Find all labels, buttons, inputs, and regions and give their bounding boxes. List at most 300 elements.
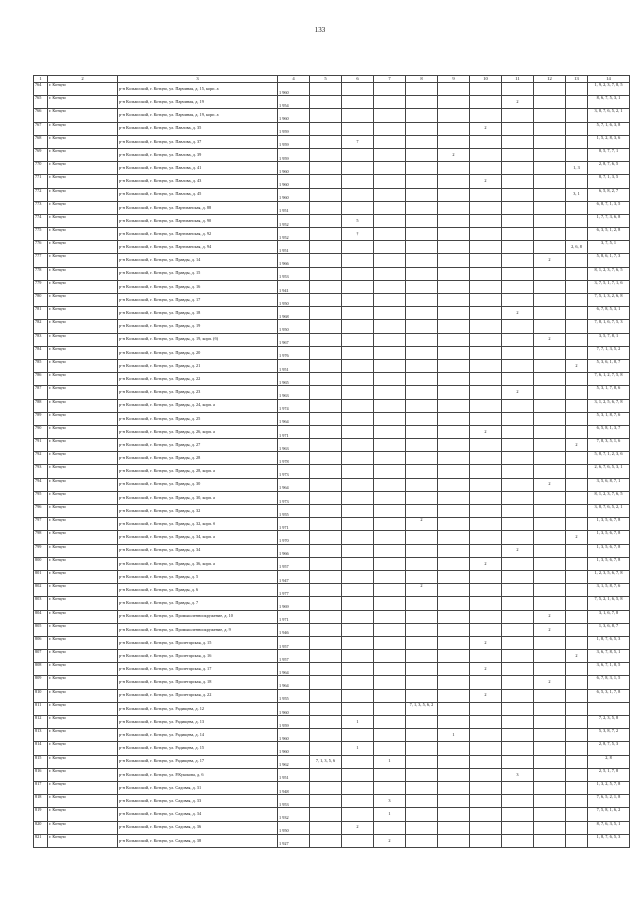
- row-number: 801: [34, 570, 48, 583]
- row-number: 792: [34, 452, 48, 465]
- table-row: [34, 623, 630, 636]
- column-11-cell: [502, 610, 534, 623]
- column-11-cell: [502, 162, 534, 175]
- column-5-cell: [310, 241, 342, 254]
- column-11-cell: 3: [502, 768, 534, 781]
- column-9-cell: [438, 716, 470, 729]
- locality-cell: г. Котцно: [48, 755, 118, 768]
- locality-cell: г. Котцно: [48, 228, 118, 241]
- column-6-cell: [342, 755, 374, 768]
- column-8-cell: [406, 465, 438, 478]
- column-13-cell: [566, 663, 588, 676]
- column-12-cell: [534, 162, 566, 175]
- table-row: [34, 663, 630, 676]
- column-header: 14: [588, 76, 630, 83]
- row-number: 794: [34, 478, 48, 491]
- column-8-cell: [406, 228, 438, 241]
- column-11-cell: [502, 214, 534, 227]
- column-5-cell: [310, 544, 342, 557]
- column-7-cell: [374, 148, 406, 161]
- column-14-cell: 7, 2, 3, 5, 8: [588, 716, 630, 729]
- column-6-cell: [342, 241, 374, 254]
- row-number: 768: [34, 135, 48, 148]
- column-13-cell: [566, 834, 588, 847]
- locality-cell: г. Котцно: [48, 175, 118, 188]
- column-8-cell: [406, 544, 438, 557]
- column-10-cell: [470, 135, 502, 148]
- column-10-cell: [470, 96, 502, 109]
- year-cell: 1 950: [278, 294, 310, 307]
- column-13-cell: [566, 386, 588, 399]
- column-10-cell: [470, 610, 502, 623]
- locality-cell: г. Котцно: [48, 597, 118, 610]
- column-14-cell: 1, 9, 2, 3, 7, 8, 5: [588, 83, 630, 96]
- column-6-cell: [342, 663, 374, 676]
- column-11-cell: 2: [502, 307, 534, 320]
- column-9-cell: [438, 135, 470, 148]
- table-row: [34, 518, 630, 531]
- column-9-cell: [438, 412, 470, 425]
- column-10-cell: [470, 755, 502, 768]
- address-cell: р-н Кольмсский, г. Котцно, ул. Правды, д. 18: [118, 307, 278, 320]
- column-7-cell: [374, 491, 406, 504]
- row-number: 784: [34, 346, 48, 359]
- column-11-cell: [502, 359, 534, 372]
- table-row: [34, 254, 630, 267]
- locality-cell: г. Котцно: [48, 768, 118, 781]
- column-9-cell: [438, 768, 470, 781]
- column-13-cell: [566, 742, 588, 755]
- column-7-cell: [374, 254, 406, 267]
- year-cell: 1 959: [278, 122, 310, 135]
- column-8-cell: [406, 597, 438, 610]
- table-row: [34, 425, 630, 438]
- column-13-cell: [566, 175, 588, 188]
- locality-cell: г. Котцно: [48, 795, 118, 808]
- column-9-cell: [438, 439, 470, 452]
- column-14-cell: 6, 3, 5, 1, 2, 8: [588, 228, 630, 241]
- column-5-cell: [310, 689, 342, 702]
- column-7-cell: [374, 716, 406, 729]
- column-10-cell: [470, 386, 502, 399]
- row-number: 766: [34, 109, 48, 122]
- address-cell: р-н Кольмсский, г. Котцно, ул. Правды, д. 19, корп. (б): [118, 333, 278, 346]
- column-14-cell: 2, 6, 7, 6, 5, 3, 1: [588, 465, 630, 478]
- column-11-cell: [502, 491, 534, 504]
- column-9-cell: [438, 162, 470, 175]
- column-8-cell: [406, 570, 438, 583]
- column-10-cell: 2: [470, 557, 502, 570]
- column-12-cell: [534, 491, 566, 504]
- column-header: 2: [48, 76, 118, 83]
- column-header: 9: [438, 76, 470, 83]
- column-13-cell: [566, 570, 588, 583]
- table-row: [34, 834, 630, 847]
- column-14-cell: 6, 5, 8, 1, 3, 7: [588, 425, 630, 438]
- column-8-cell: [406, 386, 438, 399]
- column-13-cell: [566, 307, 588, 320]
- column-12-cell: [534, 346, 566, 359]
- locality-cell: г. Котцно: [48, 307, 118, 320]
- locality-cell: г. Котцно: [48, 702, 118, 715]
- column-12-cell: [534, 214, 566, 227]
- column-6-cell: [342, 584, 374, 597]
- column-5-cell: [310, 531, 342, 544]
- column-6-cell: [342, 610, 374, 623]
- column-11-cell: [502, 439, 534, 452]
- year-cell: 1 970: [278, 531, 310, 544]
- table-row: [34, 676, 630, 689]
- column-14-cell: 6, 7, 8, 3, 1, 5: [588, 676, 630, 689]
- column-12-cell: [534, 241, 566, 254]
- column-10-cell: [470, 241, 502, 254]
- column-8-cell: [406, 716, 438, 729]
- column-12-cell: [534, 821, 566, 834]
- column-7-cell: [374, 294, 406, 307]
- column-12-cell: [534, 768, 566, 781]
- column-10-cell: 2: [470, 636, 502, 649]
- column-9-cell: [438, 294, 470, 307]
- column-9-cell: [438, 623, 470, 636]
- row-number: 797: [34, 518, 48, 531]
- column-11-cell: [502, 821, 534, 834]
- row-number: 806: [34, 636, 48, 649]
- table-row: [34, 399, 630, 412]
- column-10-cell: 2: [470, 122, 502, 135]
- locality-cell: г. Котцно: [48, 808, 118, 821]
- column-10-cell: [470, 623, 502, 636]
- table-row: [34, 531, 630, 544]
- column-7-cell: [374, 228, 406, 241]
- column-10-cell: [470, 333, 502, 346]
- column-11-cell: [502, 834, 534, 847]
- column-6-cell: [342, 465, 374, 478]
- column-8-cell: [406, 755, 438, 768]
- column-14-cell: 3, 5, 6, 8, 7, 1: [588, 478, 630, 491]
- column-14-cell: 6, 5, 3, 1, 7, 8: [588, 689, 630, 702]
- column-13-cell: [566, 795, 588, 808]
- row-number: 777: [34, 254, 48, 267]
- address-cell: р-н Кольмсский, г. Котцно, ул. Садовая, д. 31: [118, 781, 278, 794]
- column-8-cell: [406, 109, 438, 122]
- table-row: [34, 491, 630, 504]
- column-6-cell: [342, 689, 374, 702]
- column-8-cell: [406, 254, 438, 267]
- column-13-cell: 2: [566, 359, 588, 372]
- column-5-cell: [310, 228, 342, 241]
- column-6-cell: 1: [342, 742, 374, 755]
- row-number: 785: [34, 359, 48, 372]
- column-9-cell: [438, 742, 470, 755]
- column-6-cell: [342, 808, 374, 821]
- table-row: [34, 452, 630, 465]
- table-row: [34, 241, 630, 254]
- column-9-cell: [438, 465, 470, 478]
- column-14-cell: 3, 6, 7, 8, 5, 1: [588, 650, 630, 663]
- column-10-cell: [470, 320, 502, 333]
- address-cell: р-н Кольмсский, г. Котцно, ул. Правды, д. 32: [118, 505, 278, 518]
- year-cell: 1 948: [278, 781, 310, 794]
- column-7-cell: [374, 505, 406, 518]
- column-14-cell: 1, 8, 7, 6, 5, 3: [588, 834, 630, 847]
- locality-cell: г. Котцно: [48, 109, 118, 122]
- column-13-cell: [566, 755, 588, 768]
- column-5-cell: [310, 584, 342, 597]
- table-row: [34, 597, 630, 610]
- column-8-cell: [406, 808, 438, 821]
- column-7-cell: [374, 518, 406, 531]
- column-13-cell: [566, 623, 588, 636]
- column-5-cell: [310, 729, 342, 742]
- column-10-cell: [470, 452, 502, 465]
- column-7-cell: [374, 267, 406, 280]
- address-cell: р-н Кольмсский, г. Котцно, ул. Садовая, д. 36: [118, 821, 278, 834]
- row-number: 789: [34, 412, 48, 425]
- page-number: 133: [314, 26, 326, 34]
- column-5-cell: [310, 610, 342, 623]
- column-11-cell: [502, 716, 534, 729]
- address-cell: р-н Кольмсский, г. Котцно, ул. Партизанская, д. 90: [118, 214, 278, 227]
- row-number: 816: [34, 768, 48, 781]
- year-cell: 1 950: [278, 320, 310, 333]
- column-11-cell: [502, 241, 534, 254]
- column-5-cell: [310, 491, 342, 504]
- table-row: [34, 294, 630, 307]
- column-7-cell: 1: [374, 808, 406, 821]
- column-9-cell: [438, 280, 470, 293]
- year-cell: 1 960: [278, 162, 310, 175]
- column-10-cell: [470, 267, 502, 280]
- column-11-cell: [502, 452, 534, 465]
- column-8-cell: [406, 267, 438, 280]
- column-14-cell: 7, 7, 1, 3, 5, 2: [588, 346, 630, 359]
- column-7-cell: [374, 610, 406, 623]
- column-10-cell: [470, 373, 502, 386]
- row-number: 819: [34, 808, 48, 821]
- row-number: 820: [34, 821, 48, 834]
- column-10-cell: [470, 465, 502, 478]
- locality-cell: г. Котцно: [48, 650, 118, 663]
- column-6-cell: †: [342, 228, 374, 241]
- column-7-cell: [374, 412, 406, 425]
- year-cell: 1 951: [278, 768, 310, 781]
- column-13-cell: [566, 505, 588, 518]
- column-8-cell: [406, 557, 438, 570]
- column-14-cell: 7, 8, 3, 5, 1, 6: [588, 439, 630, 452]
- column-5-cell: [310, 716, 342, 729]
- year-cell: 1 973: [278, 465, 310, 478]
- locality-cell: г. Котцно: [48, 122, 118, 135]
- column-10-cell: [470, 254, 502, 267]
- column-11-cell: [502, 109, 534, 122]
- table-row: [34, 373, 630, 386]
- column-14-cell: 1, 3, 5, 6, 7, 8: [588, 544, 630, 557]
- year-cell: 1 971: [278, 425, 310, 438]
- column-6-cell: 5: [342, 214, 374, 227]
- year-cell: 1 927: [278, 834, 310, 847]
- column-9-cell: [438, 241, 470, 254]
- column-7-cell: [374, 676, 406, 689]
- column-9-cell: [438, 307, 470, 320]
- column-12-cell: [534, 175, 566, 188]
- address-cell: р-н Кольмсский, г. Котцно, ул. Промышленноокружение, д. 9: [118, 623, 278, 636]
- table-row: [34, 755, 630, 768]
- year-cell: 1 950: [278, 821, 310, 834]
- column-7-cell: [374, 346, 406, 359]
- column-12-cell: [534, 425, 566, 438]
- row-number: 795: [34, 491, 48, 504]
- column-5-cell: [310, 307, 342, 320]
- column-10-cell: [470, 808, 502, 821]
- year-cell: 1 951: [278, 241, 310, 254]
- column-13-cell: 2: [566, 650, 588, 663]
- locality-cell: г. Котцно: [48, 294, 118, 307]
- column-5-cell: [310, 439, 342, 452]
- column-8-cell: [406, 333, 438, 346]
- column-7-cell: [374, 386, 406, 399]
- column-6-cell: [342, 148, 374, 161]
- year-cell: 1 977: [278, 584, 310, 597]
- column-7-cell: [374, 109, 406, 122]
- address-cell: р-н Кольмсский, г. Котцно, ул. Павлова, д. 35: [118, 122, 278, 135]
- column-5-cell: [310, 294, 342, 307]
- address-cell: р-н Кольмсский, г. Котцно, ул. Правды, д. 5: [118, 570, 278, 583]
- column-11-cell: [502, 729, 534, 742]
- column-11-cell: [502, 254, 534, 267]
- column-10-cell: [470, 346, 502, 359]
- column-7-cell: [374, 821, 406, 834]
- column-7-cell: [374, 175, 406, 188]
- column-11-cell: [502, 122, 534, 135]
- column-7-cell: [374, 531, 406, 544]
- column-12-cell: [534, 531, 566, 544]
- column-10-cell: [470, 307, 502, 320]
- year-cell: 1 951: [278, 201, 310, 214]
- row-number: 772: [34, 188, 48, 201]
- table-row: [34, 201, 630, 214]
- year-cell: 1 960: [278, 702, 310, 715]
- address-cell: р-н Кольмсский, г. Котцно, ул. Пролетарская, д. 15: [118, 636, 278, 649]
- column-7-cell: [374, 241, 406, 254]
- locality-cell: г. Котцно: [48, 254, 118, 267]
- column-5-cell: [310, 214, 342, 227]
- column-14-cell: 6, 8, 7, 1, 3, 5: [588, 201, 630, 214]
- column-7-cell: [374, 214, 406, 227]
- column-11-cell: [502, 676, 534, 689]
- column-9-cell: [438, 254, 470, 267]
- year-cell: 1 974: [278, 399, 310, 412]
- year-cell: 1 964: [278, 412, 310, 425]
- column-13-cell: [566, 716, 588, 729]
- table-row: [34, 650, 630, 663]
- column-8-cell: [406, 162, 438, 175]
- column-10-cell: [470, 650, 502, 663]
- column-10-cell: [470, 768, 502, 781]
- column-13-cell: [566, 491, 588, 504]
- row-number: 799: [34, 544, 48, 557]
- address-cell: р-н Кольмсский, г. Котцно, ул. Правды, д. 34: [118, 544, 278, 557]
- year-cell: 1 978: [278, 452, 310, 465]
- year-cell: 1 966: [278, 544, 310, 557]
- column-13-cell: [566, 584, 588, 597]
- row-number: 817: [34, 781, 48, 794]
- column-7-cell: [374, 373, 406, 386]
- locality-cell: г. Котцно: [48, 505, 118, 518]
- address-cell: р-н Кольмсский, г. Котцно, ул. Павлова, д. 37: [118, 135, 278, 148]
- column-header: 7: [374, 76, 406, 83]
- column-9-cell: [438, 333, 470, 346]
- column-9-cell: [438, 373, 470, 386]
- column-6-cell: [342, 280, 374, 293]
- column-11-cell: [502, 557, 534, 570]
- table-row: [34, 544, 630, 557]
- column-10-cell: [470, 729, 502, 742]
- row-number: 769: [34, 148, 48, 161]
- column-5-cell: [310, 663, 342, 676]
- column-5-cell: [310, 742, 342, 755]
- column-6-cell: [342, 544, 374, 557]
- column-12-cell: [534, 834, 566, 847]
- table-row: [34, 109, 630, 122]
- column-7-cell: [374, 465, 406, 478]
- address-cell: р-н Кольмсский, г. Котцно, ул. Пролетарская, д. 22: [118, 689, 278, 702]
- address-cell: р-н Кольмсский, г. Котцно, ул. Пролетарская, д. 16: [118, 650, 278, 663]
- column-12-cell: 2: [534, 623, 566, 636]
- locality-cell: г. Котцно: [48, 465, 118, 478]
- column-6-cell: [342, 597, 374, 610]
- column-9-cell: [438, 359, 470, 372]
- column-6-cell: [342, 623, 374, 636]
- column-5-cell: [310, 109, 342, 122]
- locality-cell: г. Котцно: [48, 544, 118, 557]
- locality-cell: г. Котцно: [48, 162, 118, 175]
- table-body: [34, 83, 630, 848]
- column-11-cell: [502, 320, 534, 333]
- locality-cell: г. Котцно: [48, 729, 118, 742]
- row-number: 776: [34, 241, 48, 254]
- year-cell: 1 953: [278, 795, 310, 808]
- column-14-cell: 1, 5, 2, 8, 3, 6: [588, 135, 630, 148]
- column-9-cell: [438, 544, 470, 557]
- row-number: 810: [34, 689, 48, 702]
- column-14-cell: 2, 5, 1, 7, 8: [588, 768, 630, 781]
- column-10-cell: [470, 412, 502, 425]
- address-cell: р-н Кольмсский, г. Котцно, ул. Правды, д. 30: [118, 478, 278, 491]
- locality-cell: г. Котцно: [48, 425, 118, 438]
- column-7-cell: [374, 399, 406, 412]
- column-7-cell: [374, 597, 406, 610]
- table-row: [34, 83, 630, 96]
- year-cell: 1 965: [278, 373, 310, 386]
- column-12-cell: [534, 148, 566, 161]
- address-cell: р-н Кольмсский, г. Котцно, ул. Садовая, д. 33: [118, 795, 278, 808]
- address-cell: р-н Кольмсский, г. Котцно, ул. Правды, д. 6: [118, 584, 278, 597]
- column-14-cell: 1, 3, 5, 6, 7, 8: [588, 518, 630, 531]
- table-row: [34, 689, 630, 702]
- column-6-cell: [342, 346, 374, 359]
- column-7-cell: [374, 689, 406, 702]
- year-cell: 1 967: [278, 333, 310, 346]
- column-5-cell: [310, 702, 342, 715]
- column-14-cell: 5, 3, 6, 1, 8, 7: [588, 359, 630, 372]
- row-number: 804: [34, 610, 48, 623]
- table-row: [34, 320, 630, 333]
- column-14-cell: 3, 1, 2, 5, 6, 7, 8: [588, 399, 630, 412]
- column-13-cell: [566, 373, 588, 386]
- column-12-cell: [534, 742, 566, 755]
- column-6-cell: [342, 768, 374, 781]
- year-cell: 1 960: [278, 109, 310, 122]
